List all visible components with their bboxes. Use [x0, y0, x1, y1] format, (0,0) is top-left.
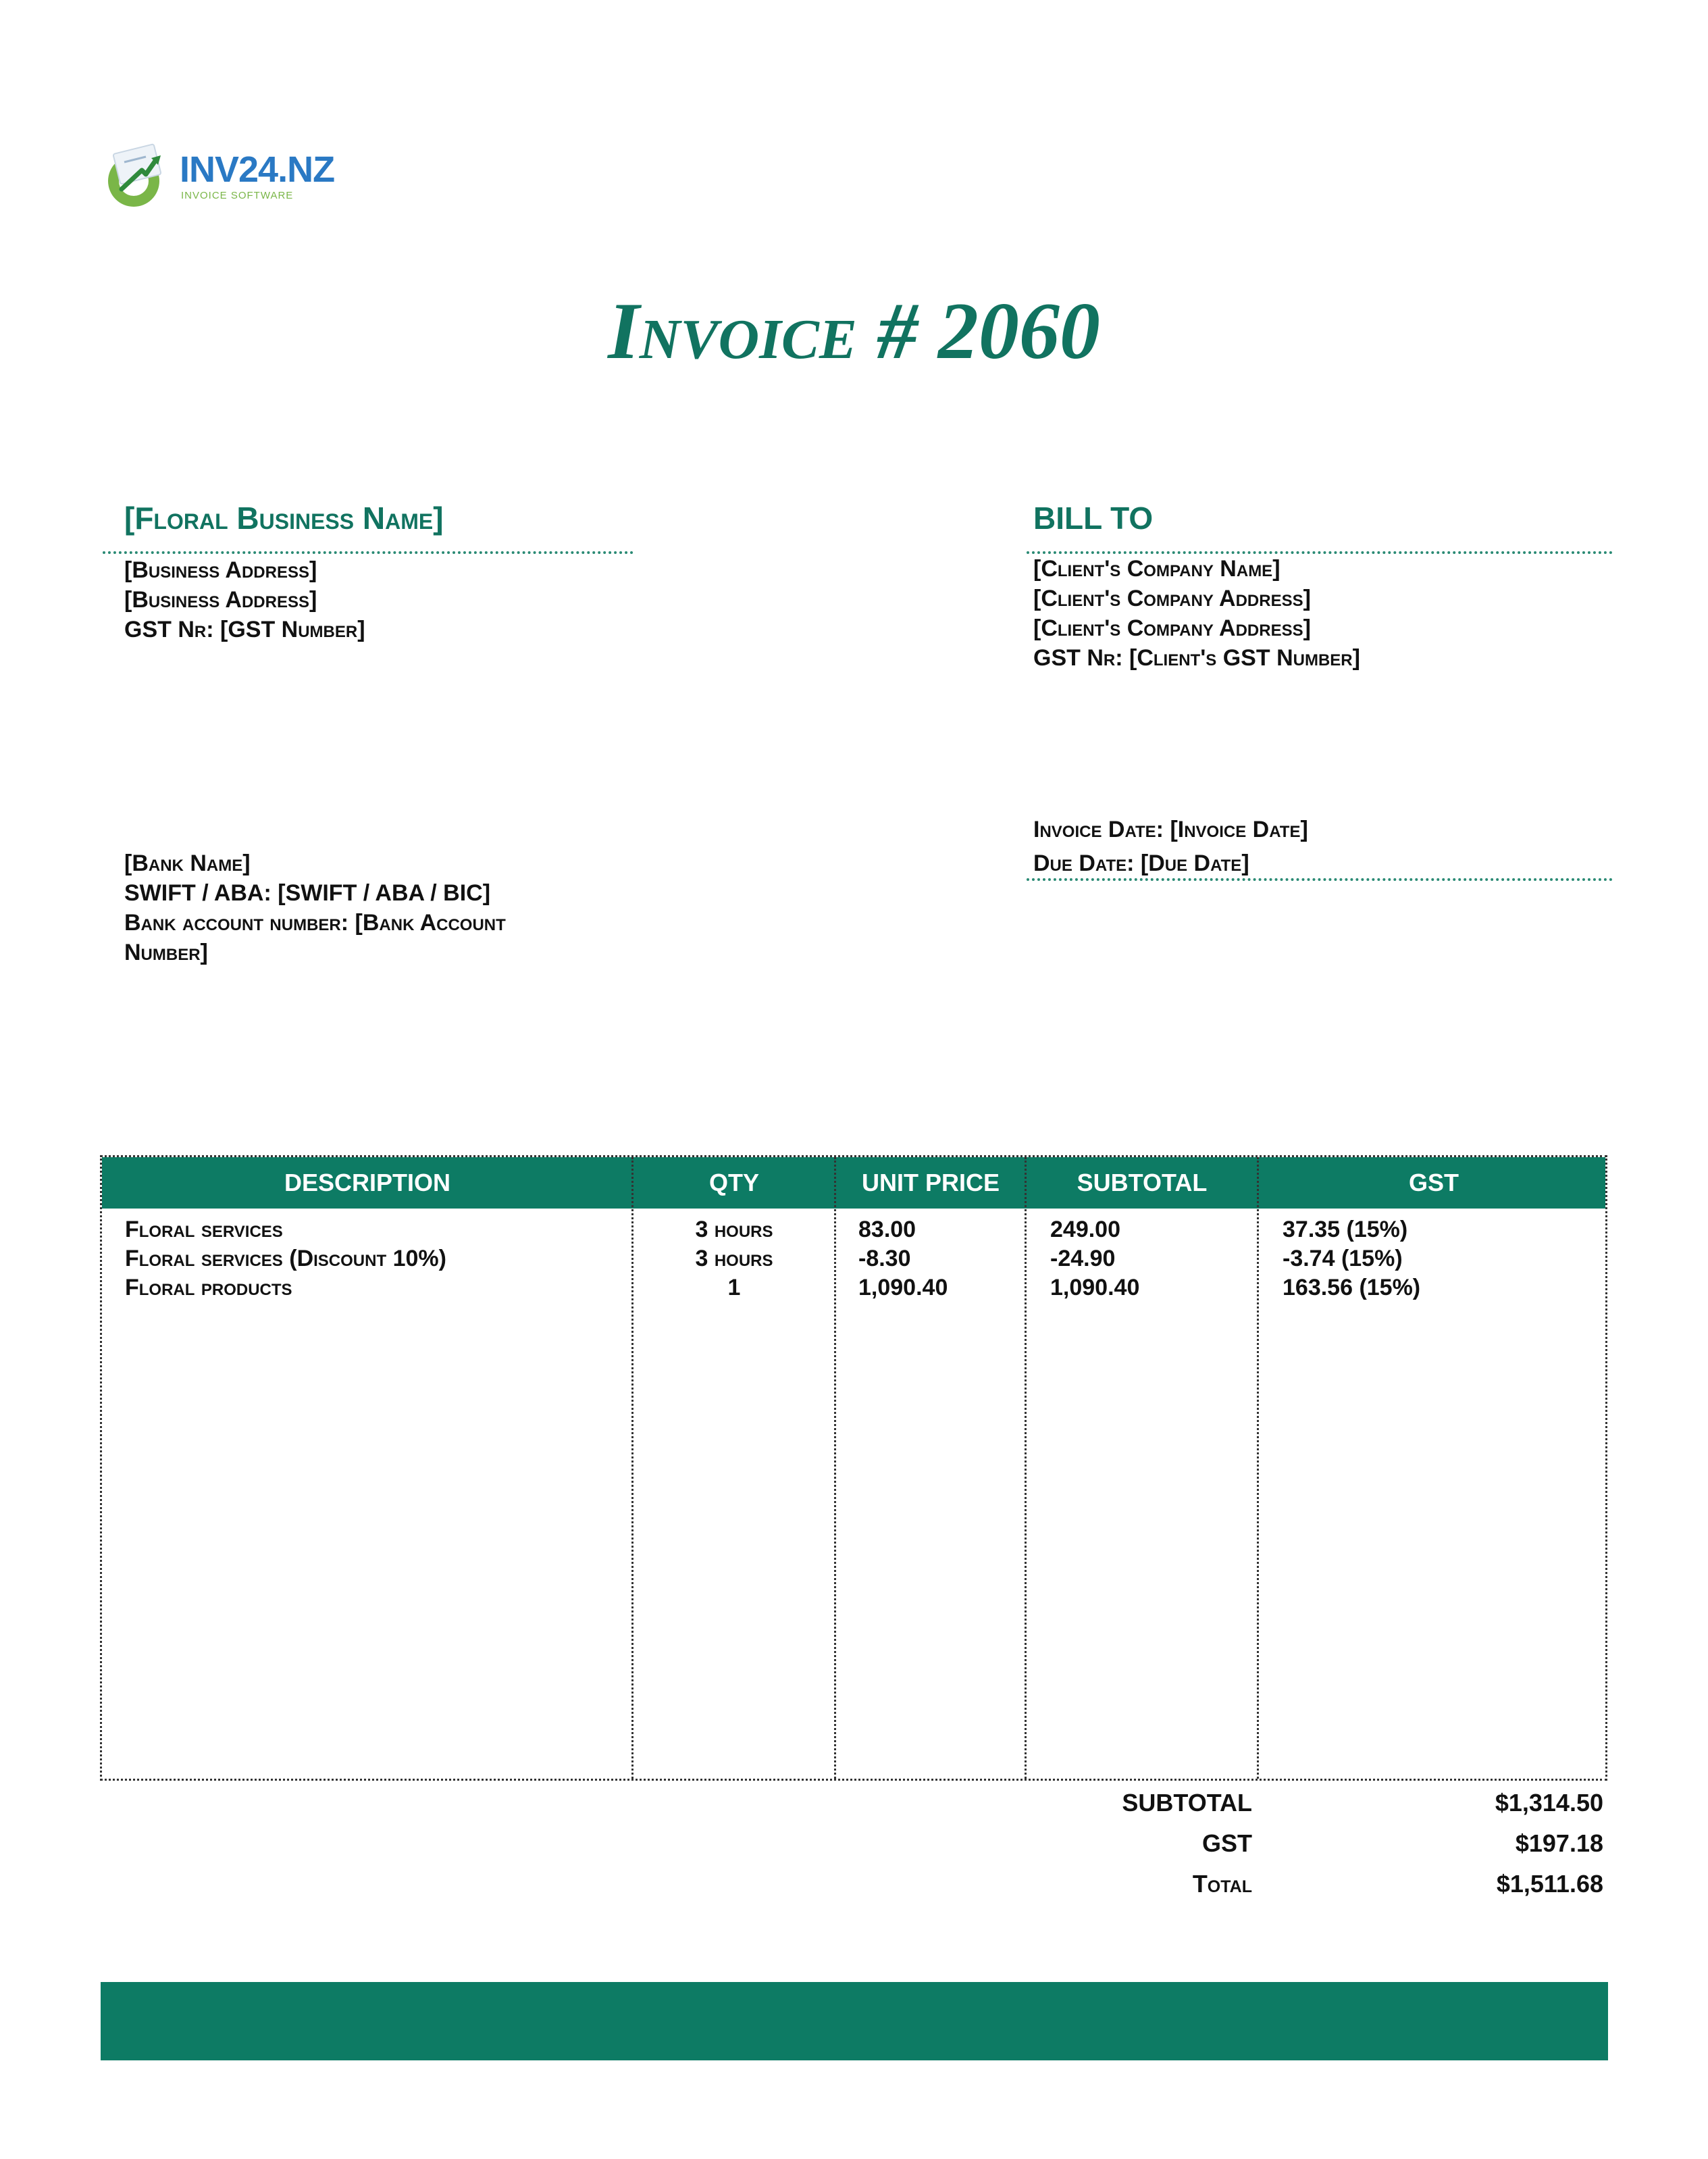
company-logo	[101, 142, 335, 209]
gst-total-value: $197.18	[1515, 1829, 1603, 1857]
business-address-line: [Business Address]	[124, 587, 317, 613]
bank-details-block	[124, 848, 506, 967]
column-header-description: DESCRIPTION	[284, 1169, 451, 1196]
cell-description: Floral services	[125, 1217, 283, 1242]
subtotal-value: $1,314.50	[1495, 1789, 1603, 1817]
cell-qty: 3 hours	[695, 1246, 773, 1271]
column-header-qty: QTY	[708, 1169, 759, 1196]
cell-gst: 37.35 (15%)	[1283, 1217, 1408, 1242]
subtotal-label: SUBTOTAL	[1122, 1789, 1252, 1817]
business-address-line: [Business Address]	[124, 557, 317, 583]
logo-icon	[101, 142, 176, 209]
cell-subtotal: 1,090.40	[1050, 1275, 1140, 1300]
due-date: Due Date: [Due Date]	[1033, 850, 1249, 876]
dates-divider	[1027, 878, 1613, 881]
bank-swift: SWIFT / ABA: [SWIFT / ABA / BIC]	[124, 880, 491, 906]
column-header-gst: GST	[1408, 1169, 1459, 1196]
bank-name: [Bank Name]	[124, 850, 251, 876]
business-divider	[103, 551, 633, 554]
logo-name: INV24.NZ	[180, 149, 335, 190]
cell-subtotal: 249.00	[1050, 1217, 1120, 1242]
cell-qty: 3 hours	[695, 1217, 773, 1242]
client-address-line: [Client's Company Address]	[1033, 586, 1311, 611]
column-header-unit-price: UNIT PRICE	[861, 1169, 1000, 1196]
gst-total-label: GST	[1201, 1829, 1252, 1857]
column-divider	[1025, 1157, 1027, 1779]
cell-unit-price: 1,090.40	[858, 1275, 948, 1300]
grand-total-value: $1,511.68	[1496, 1870, 1603, 1898]
footer-bar	[101, 1982, 1608, 2060]
cell-gst: 163.56 (15%)	[1283, 1275, 1421, 1300]
cell-gst: -3.74 (15%)	[1283, 1246, 1403, 1271]
cell-qty: 1	[727, 1275, 741, 1300]
cell-description: Floral products	[125, 1275, 292, 1300]
client-gst-number: GST Nr: [Client's GST Number]	[1033, 645, 1360, 671]
cell-subtotal: -24.90	[1050, 1246, 1116, 1271]
bill-to-block	[1033, 554, 1360, 673]
cell-unit-price: 83.00	[858, 1217, 916, 1242]
logo-tagline: INVOICE SOFTWARE	[181, 190, 294, 201]
column-divider	[1257, 1157, 1259, 1779]
line-items-table	[100, 1155, 1607, 1781]
invoice-title: Invoice # 2060	[608, 286, 1100, 376]
grand-total-label: Total	[1192, 1870, 1252, 1898]
table-header-row	[102, 1157, 1605, 1209]
invoice-date: Invoice Date: [Invoice Date]	[1033, 817, 1308, 842]
bill-to-heading: BILL TO	[1033, 501, 1154, 536]
cell-unit-price: -8.30	[858, 1246, 911, 1271]
bank-account-number-cont: Number]	[124, 940, 208, 965]
business-address-block	[124, 555, 365, 644]
bank-account-number: Bank account number: [Bank Account	[124, 910, 506, 936]
business-gst-number: GST Nr: [GST Number]	[124, 617, 365, 642]
column-header-subtotal: SUBTOTAL	[1077, 1169, 1208, 1196]
client-company-name: [Client's Company Name]	[1033, 556, 1280, 582]
cell-description: Floral services (Discount 10%)	[125, 1246, 446, 1271]
client-address-line: [Client's Company Address]	[1033, 615, 1311, 641]
business-name: [Floral Business Name]	[124, 501, 444, 536]
